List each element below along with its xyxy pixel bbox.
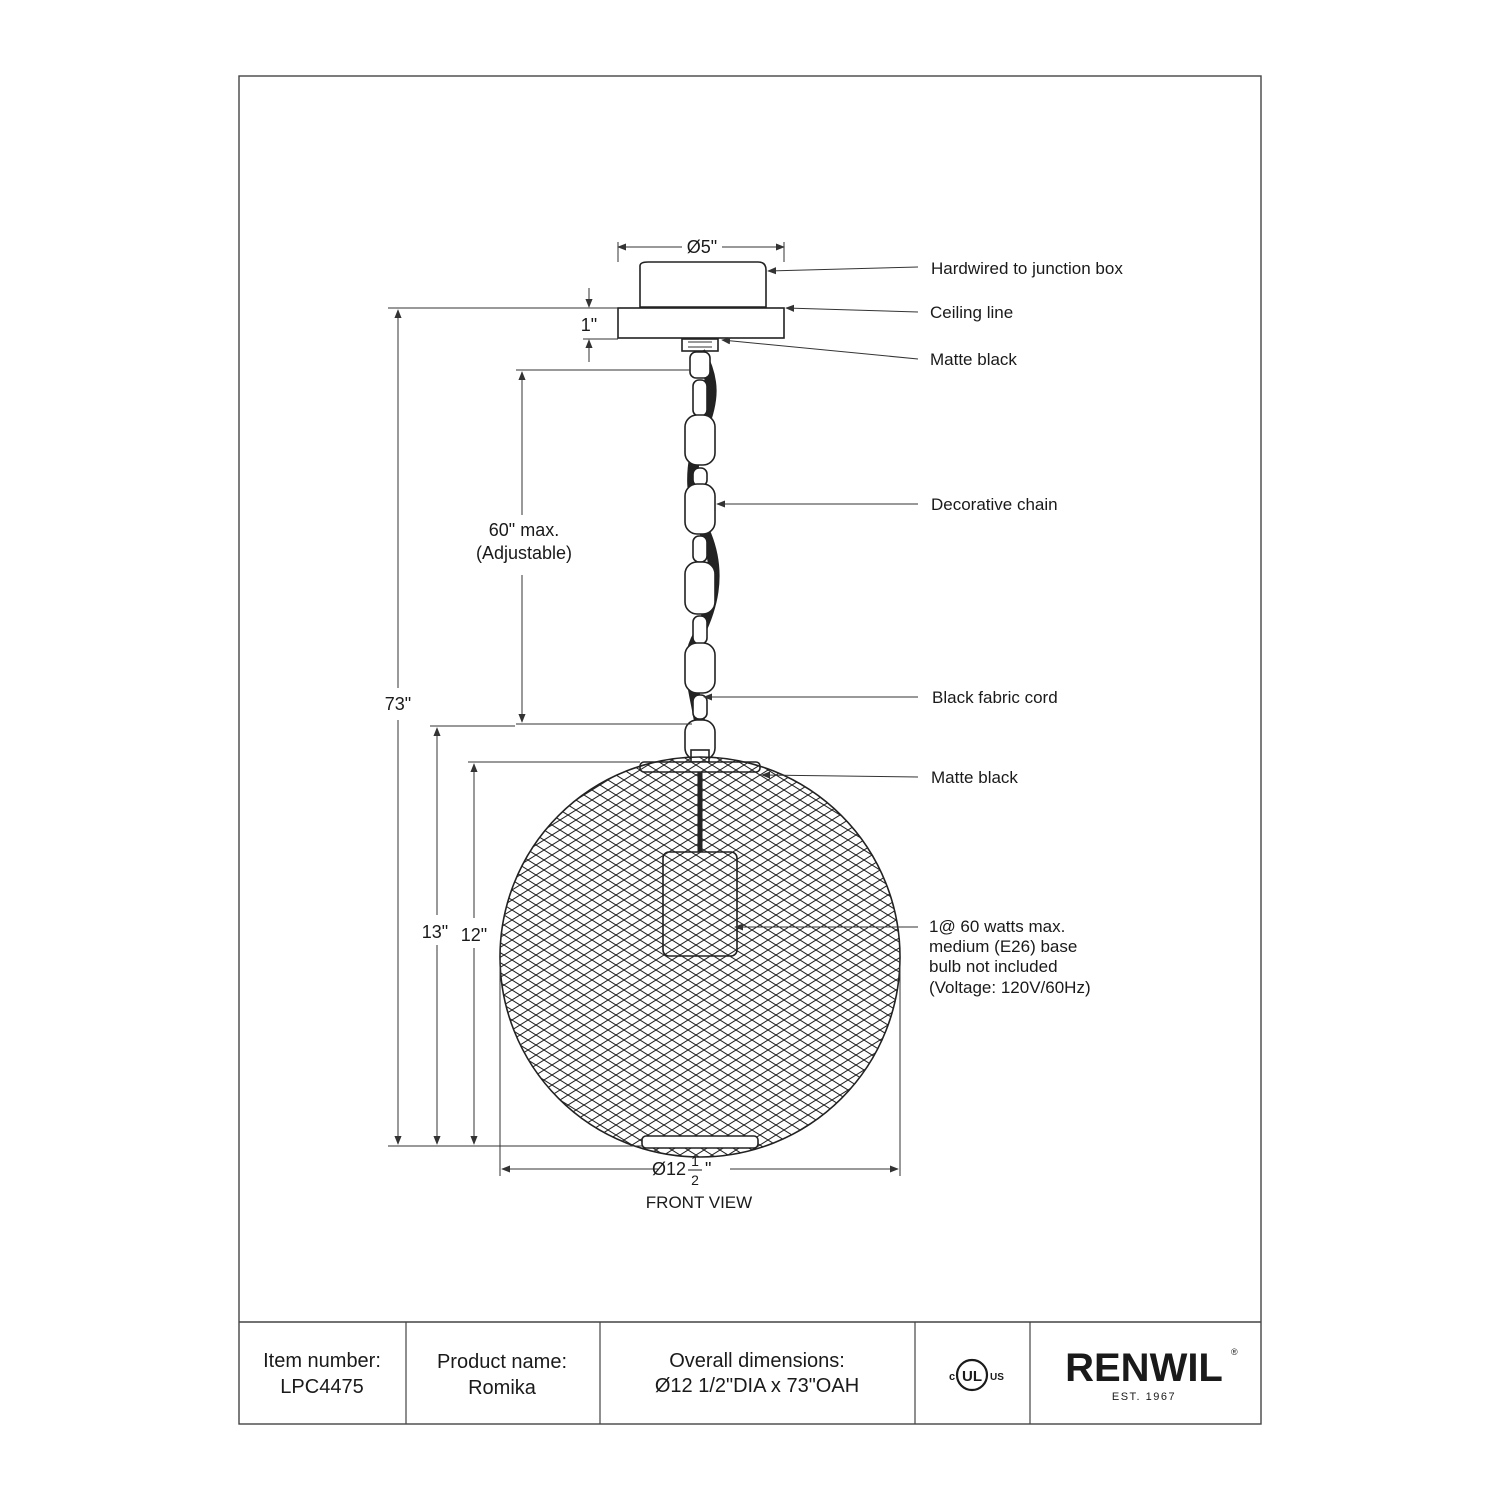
callout-bulb-line-4: (Voltage: 120V/60Hz) bbox=[929, 978, 1091, 997]
svg-text:US: US bbox=[990, 1372, 1004, 1383]
item-number-value: LPC4475 bbox=[280, 1376, 364, 1398]
callout-bulb-line-2: medium (E26) base bbox=[929, 937, 1078, 956]
svg-text:c: c bbox=[949, 1371, 956, 1383]
chain-length-label: 60" max. bbox=[488, 520, 560, 540]
svg-text:RENWIL: RENWIL bbox=[1065, 1346, 1223, 1390]
callout-labels bbox=[929, 259, 1123, 997]
svg-text:UL: UL bbox=[962, 1368, 982, 1385]
overall-height-label: 73" bbox=[384, 694, 412, 714]
callout-hardwired: Hardwired to junction box bbox=[931, 259, 1123, 278]
callout-matte-black-canopy: Matte black bbox=[930, 350, 1017, 369]
canopy-height-label: 1" bbox=[580, 315, 598, 335]
bottom-cap bbox=[642, 1136, 758, 1148]
item-number-label: Item number: bbox=[263, 1350, 381, 1372]
overall-dimensions-label: Overall dimensions: bbox=[669, 1350, 845, 1372]
svg-text:Ø12: Ø12 bbox=[651, 1159, 686, 1179]
svg-text:EST. 1967: EST. 1967 bbox=[1111, 1391, 1177, 1403]
shade-diameter-label bbox=[652, 1153, 711, 1188]
svg-text:2: 2 bbox=[691, 1172, 699, 1188]
svg-text:®: ® bbox=[1231, 1347, 1238, 1357]
svg-text:1: 1 bbox=[691, 1153, 699, 1169]
shade-height-label: 12" bbox=[460, 925, 488, 945]
product-name-value: Romika bbox=[468, 1377, 536, 1399]
chain-adjustable-label: (Adjustable) bbox=[475, 543, 573, 563]
product-name-label: Product name: bbox=[436, 1351, 568, 1373]
callout-fabric-cord: Black fabric cord bbox=[932, 688, 1058, 707]
callout-decorative-chain: Decorative chain bbox=[931, 495, 1058, 514]
bulb-socket bbox=[663, 852, 737, 956]
canopy-diameter-label: Ø5" bbox=[686, 237, 718, 257]
overall-dimensions-value: Ø12 1/2"DIA x 73"OAH bbox=[654, 1375, 860, 1397]
callout-matte-black-cap: Matte black bbox=[931, 768, 1018, 787]
shade-height-with-cap-label: 13" bbox=[421, 922, 449, 942]
title-block bbox=[239, 1322, 1261, 1424]
svg-text:": " bbox=[705, 1159, 712, 1179]
callout-bulb-line-1: 1@ 60 watts max. bbox=[929, 917, 1066, 936]
view-label: FRONT VIEW bbox=[645, 1193, 753, 1212]
callout-ceiling-line: Ceiling line bbox=[930, 303, 1014, 322]
ul-listed-icon bbox=[949, 1360, 1004, 1390]
callout-bulb-line-3: bulb not included bbox=[929, 957, 1058, 976]
fixture-drawing bbox=[490, 262, 910, 1157]
renwil-logo bbox=[1065, 1346, 1238, 1403]
canopy bbox=[618, 262, 784, 351]
